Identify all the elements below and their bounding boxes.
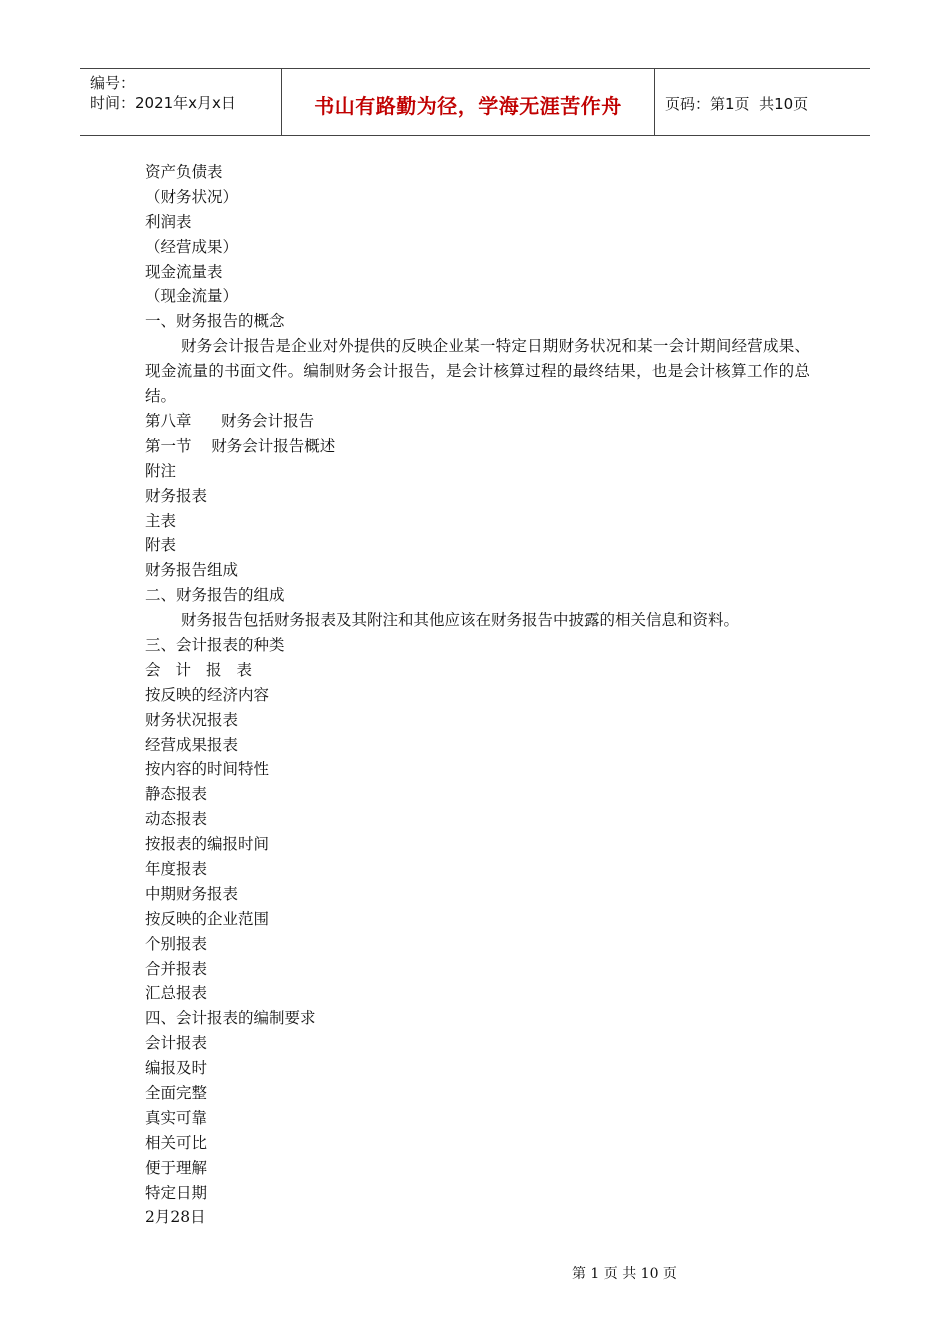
text-line: 财务状况报表 <box>145 710 239 729</box>
text-line: 附表 <box>145 536 177 555</box>
text-line: 现金流量表 <box>145 262 223 281</box>
page-footer <box>0 1247 950 1283</box>
time-label: 时间：2021年x月x日 <box>90 94 236 112</box>
header-motto-cell <box>282 69 655 135</box>
text-line: 静态报表 <box>145 785 208 804</box>
text-line: 利润表 <box>145 212 192 231</box>
text-line: 个别报表 <box>145 934 208 953</box>
text-line: 财务报告组成 <box>145 561 239 580</box>
footer-page-number: 第 1 页 共 10 页 <box>571 1266 677 1282</box>
text-line: 按反映的经济内容 <box>145 685 270 704</box>
document-body <box>145 160 810 1230</box>
text-line: （现金流量） <box>145 287 239 306</box>
text-line: 年度报表 <box>145 860 208 878</box>
text-line: 特定日期 <box>145 1183 208 1202</box>
text-line: 相关可比 <box>145 1133 208 1152</box>
paragraph: 财务会计报告是企业对外提供的反映企业某一特定日期财务状况和某一会计期间经营成果、现金流量的书面文件。编制财务会计报告，是会计核算过程的最终结果，也是会计核算工作的总结。 <box>145 337 810 406</box>
section-heading: 一、财务报告的概念 <box>145 312 285 331</box>
text-line: 主表 <box>145 511 177 530</box>
text-line: （财务状况） <box>145 187 239 206</box>
text-line: 资产负债表 <box>145 163 223 181</box>
text-line: 经营成果报表 <box>145 735 239 754</box>
text-line: 中期财务报表 <box>145 884 239 903</box>
text-line: 便于理解 <box>145 1158 208 1177</box>
serial-number-label: 编号： <box>90 74 136 92</box>
header-page-cell <box>655 69 870 135</box>
text-line: 全面完整 <box>145 1084 208 1103</box>
text-line: 2月28日 <box>145 1208 206 1227</box>
text-line: 编报及时 <box>145 1059 208 1078</box>
header-meta-cell <box>80 69 282 135</box>
section-heading: 二、财务报告的组成 <box>145 586 285 605</box>
section-heading: 四、会计报表的编制要求 <box>145 1009 316 1028</box>
section-heading: 三、会计报表的种类 <box>145 635 285 654</box>
paragraph: 财务报告包括财务报表及其附注和其他应该在财务报告中披露的相关信息和资料。 <box>181 611 740 630</box>
text-line: 真实可靠 <box>145 1108 208 1127</box>
text-line: 合并报表 <box>145 959 208 978</box>
chapter-heading: 第八章 财务会计报告 <box>145 411 315 430</box>
motto-text: 书山有路勤为径，学海无涯苦作舟 <box>314 93 622 118</box>
document-header <box>80 68 870 136</box>
text-line: 财务报表 <box>145 486 208 505</box>
text-line: 会计报表 <box>145 1034 208 1053</box>
text-line: 按内容的时间特性 <box>145 760 270 779</box>
text-line: 按反映的企业范围 <box>145 909 270 928</box>
text-line: 汇总报表 <box>145 984 208 1003</box>
spaced-heading: 会计报表 <box>145 660 268 679</box>
section-heading: 第一节 财务会计报告概述 <box>145 436 336 455</box>
text-line: 按报表的编报时间 <box>145 835 270 854</box>
text-line: 附注 <box>145 461 177 480</box>
text-line: 动态报表 <box>145 810 208 829</box>
page-info: 页码：第1页 共10页 <box>665 94 809 113</box>
text-line: （经营成果） <box>145 237 239 256</box>
